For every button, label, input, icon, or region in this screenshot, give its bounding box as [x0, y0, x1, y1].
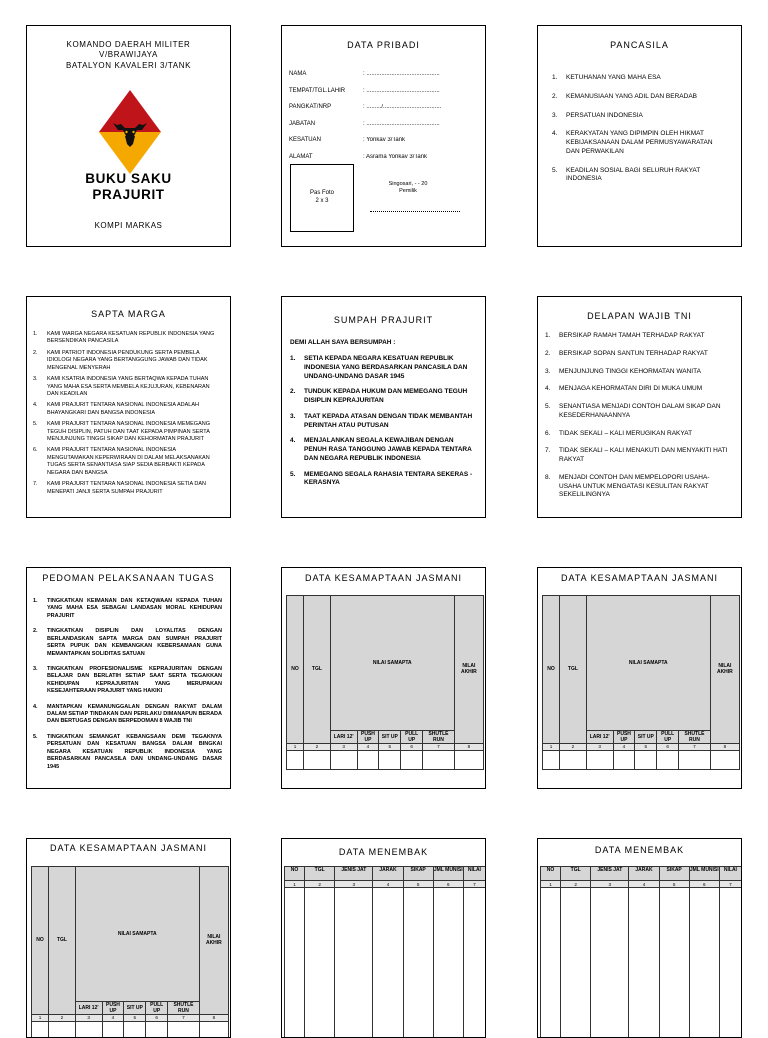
item-text: KEMANUSIAAN YANG ADIL DAN BERADAB [566, 93, 697, 100]
col-header-date: TGL [49, 867, 76, 1015]
col-index: 1 [32, 1014, 49, 1021]
eight-duties-list [545, 332, 731, 509]
col-index: 6 [433, 881, 463, 888]
task-guidelines-page [26, 567, 231, 789]
item-number: 5. [290, 471, 295, 480]
item-text: KAMI PRAJURIT TENTARA NASIONAL INDONESIA ADALAH BHAYANGKARI DAN BANGSA INDONESIA [47, 402, 199, 415]
list-item [545, 447, 731, 465]
col-index: 2 [49, 1014, 76, 1021]
item-number: 2. [33, 350, 38, 357]
field-value[interactable]: : Asrama Yonkav 3/Tank [363, 154, 479, 160]
col-index: 1 [285, 881, 305, 888]
item-number: 6. [33, 447, 38, 454]
item-text: TINGKATKAN KEIMANAN DAN KETAQWAAN KEPADA TUHAN YANG MAHA ESA SEBAGAI LANDASAN MORAL KEHIDUPAN PRAJURIT [47, 598, 222, 619]
table-cell[interactable] [335, 888, 373, 1038]
col-index: 3 [335, 881, 373, 888]
col-subheader: LARI 12' [586, 730, 613, 743]
table-cell[interactable] [357, 750, 379, 769]
list-item [552, 112, 727, 121]
col-index: 4 [629, 881, 659, 888]
col-header: JML MUNISI [689, 867, 719, 881]
oath-list [290, 355, 473, 495]
item-text: BERSIKAP RAMAH TAMAH TERHADAP RAKYAT [559, 332, 704, 339]
page-title: DATA KESAMAPTAAN JASMANI [538, 573, 741, 583]
col-subheader: LARI 12' [330, 730, 357, 743]
delapan-wajib-page [537, 296, 742, 518]
item-number: 1. [545, 332, 550, 341]
personal-data-page [281, 25, 486, 247]
item-text: KAMI PRAJURIT TENTARA NASIONAL INDONESIA SETIA DAN MENEPATI JANJI SERTA SUMPAH PRAJURIT [47, 481, 206, 494]
item-text: MENJUNJUNG TINGGI KEHORMATAN WANITA [559, 368, 701, 375]
page-title: DATA MENEMBAK [538, 845, 741, 855]
table-row [287, 743, 484, 750]
table-cell[interactable] [285, 888, 305, 1038]
item-number: 3. [552, 112, 557, 121]
list-item [33, 421, 222, 443]
list-item [33, 447, 222, 477]
shooting-table [284, 866, 486, 1038]
col-header: SIKAP [659, 867, 689, 881]
item-text: KAMI PRAJURIT TENTARA NASIONAL INDONESIA MEMEGANG TEGUH DISIPLIN, PATUH DAN TAAT KEPADA PIMPINAN SERTA MENJUNJUNG TINGGI SIKAP DAN KEHORMATAN PRAJURIT [47, 421, 210, 442]
item-text: MENJADI CONTOH DAN MEMPELOPORI USAHA-USAHA UNTUK MENGATASI KESULITAN RAKYAT SEKELILINGNYA [559, 474, 709, 499]
list-item [290, 388, 473, 406]
table-row [541, 867, 742, 881]
table-row [543, 596, 740, 731]
col-header-final: NILAI AKHIR [710, 596, 739, 744]
table-cell[interactable] [679, 750, 711, 769]
list-item [33, 666, 222, 696]
list-item [552, 130, 727, 156]
item-text: SENANTIASA MENJADI CONTOH DALAM SIKAP DAN KESEDERHANAANNYA [559, 403, 721, 419]
battalion-emblem-icon [99, 90, 161, 174]
col-header: NO [285, 867, 305, 881]
list-item [545, 430, 731, 439]
list-item [545, 385, 731, 394]
fitness-data-page [537, 567, 742, 789]
table-cell[interactable] [659, 888, 689, 1038]
fitness-table [31, 866, 229, 1038]
list-item [33, 704, 222, 726]
shooting-data-page [281, 838, 486, 1038]
col-subheader: SHUTLE RUN [679, 730, 711, 743]
field-value[interactable]: : ............................................ [363, 121, 479, 127]
form-row [289, 83, 479, 100]
item-number: 3. [33, 666, 38, 673]
col-subheader: SHUTLE RUN [168, 1001, 200, 1014]
col-header: NILAI [463, 867, 485, 881]
form-row [289, 132, 479, 149]
col-index: 3 [586, 743, 613, 750]
list-item [545, 474, 731, 500]
list-item [290, 437, 473, 463]
col-subheader: PUSH UP [102, 1001, 124, 1014]
page-title: DATA KESAMAPTAAN JASMANI [27, 843, 230, 853]
col-header-no: NO [32, 867, 49, 1015]
table-row [543, 750, 740, 769]
col-index: 8 [199, 1014, 228, 1021]
battalion-name: BATALYON KAVALERI 3/TANK [37, 61, 220, 71]
table-cell[interactable] [543, 750, 560, 769]
fitness-table [542, 595, 740, 770]
list-item [33, 331, 222, 346]
signature-line [370, 211, 460, 212]
table-row [285, 881, 486, 888]
item-text: KAMI PATRIOT INDONESIA PENDUKUNG SERTA PEMBELA IDIOLOGI NEGARA YANG BERTANGGUNG JAWAB DAN TIDAK MENGENAL MENYERAH [47, 350, 207, 371]
item-number: 4. [552, 130, 557, 139]
item-text: MENJAGA KEHORMATAN DIRI DI MUKA UMUM [559, 385, 702, 392]
col-index: 6 [657, 743, 679, 750]
unit-name [37, 40, 220, 71]
table-cell[interactable] [689, 888, 719, 1038]
col-header: NILAI [719, 867, 741, 881]
col-index: 3 [591, 881, 629, 888]
col-index: 2 [561, 881, 591, 888]
list-item [552, 167, 727, 185]
col-index: 4 [373, 881, 403, 888]
table-cell[interactable] [463, 888, 485, 1038]
fitness-data-page [281, 567, 486, 789]
col-subheader: SHUTLE RUN [423, 730, 455, 743]
col-index: 2 [305, 881, 335, 888]
col-index: 8 [454, 743, 483, 750]
col-header: TGL [561, 867, 591, 881]
table-cell[interactable] [330, 750, 357, 769]
personal-data-form [289, 66, 479, 165]
field-label: KESATUAN [289, 137, 363, 143]
col-index: 6 [689, 881, 719, 888]
list-item [33, 350, 222, 372]
col-index: 8 [710, 743, 739, 750]
col-subheader: PULL UP [146, 1001, 168, 1014]
col-index: 6 [146, 1014, 168, 1021]
col-group-header: NILAI SAMAPTA [330, 596, 454, 731]
item-text: MEMEGANG SEGALA RAHASIA TENTARA SEKERAS - KERASNYA [304, 471, 472, 487]
col-index: 7 [679, 743, 711, 750]
item-number: 4. [545, 385, 550, 394]
item-text: MENJALANKAN SEGALA KEWAJIBAN DENGAN PENUH RASA TANGGUNG JAWAB KEPADA TENTARA DAN NEGARA REPUBLIK INDONESIA [304, 437, 472, 462]
item-text: SETIA KEPADA NEGARA KESATUAN REPUBLIK INDONESIA YANG BERDASARKAN PANCASILA DAN UNDANG-UNDANG DASAR 1945 [304, 355, 467, 380]
col-index: 5 [659, 881, 689, 888]
table-cell[interactable] [719, 888, 741, 1038]
col-subheader: PUSH UP [613, 730, 635, 743]
col-index: 5 [124, 1014, 146, 1021]
item-text: TIDAK SEKALI – KALI MENAKUTI DAN MENYAKITI HATI RAKYAT [559, 447, 727, 463]
table-row [287, 596, 484, 731]
col-index: 3 [330, 743, 357, 750]
table-row [543, 743, 740, 750]
item-text: PERSATUAN INDONESIA [566, 112, 643, 119]
list-item [33, 628, 222, 658]
list-item [33, 481, 222, 496]
item-number: 4. [33, 704, 38, 711]
col-index: 1 [287, 743, 304, 750]
item-number: 4. [33, 402, 38, 409]
list-item [290, 413, 473, 431]
col-index: 2 [304, 743, 331, 750]
col-header-date: TGL [560, 596, 587, 744]
col-group-header: NILAI SAMAPTA [586, 596, 710, 731]
col-group-header: NILAI SAMAPTA [75, 867, 199, 1002]
guidelines-list [33, 598, 222, 779]
list-item [545, 368, 731, 377]
list-item [33, 734, 222, 771]
table-cell[interactable] [433, 888, 463, 1038]
page-title: DATA MENEMBAK [282, 847, 485, 857]
list-item [33, 402, 222, 417]
fitness-data-page [26, 838, 231, 1038]
col-index: 2 [560, 743, 587, 750]
item-number: 8. [545, 474, 550, 483]
page-title: SAPTA MARGA [27, 309, 230, 319]
col-header: JARAK [629, 867, 659, 881]
table-row [285, 867, 486, 881]
fitness-table [286, 595, 484, 770]
item-text: TUNDUK KEPADA HUKUM DAN MEMEGANG TEGUH DISIPLIN KEPRAJURITAN [304, 388, 467, 404]
col-header: JENIS JAT [591, 867, 629, 881]
page-title: DATA KESAMAPTAAN JASMANI [282, 573, 485, 583]
item-text: KAMI KSATRIA INDONESIA YANG BERTAQWA KEPADA TUHAN YANG MAHA ESA SERTA MEMBELA KEJUJURAN, KEBENARAN DAN KEADILAN [47, 376, 210, 397]
col-header: SIKAP [403, 867, 433, 881]
table-cell[interactable] [305, 888, 335, 1038]
item-text: KETUHANAN YANG MAHA ESA [566, 74, 661, 81]
item-number: 3. [33, 376, 38, 383]
col-subheader: PUSH UP [357, 730, 379, 743]
item-number: 2. [552, 93, 557, 102]
table-cell[interactable] [373, 888, 403, 1038]
item-number: 3. [545, 368, 550, 377]
col-header-no: NO [287, 596, 304, 744]
list-item [552, 74, 727, 83]
table-row [32, 867, 229, 1002]
col-index: 5 [379, 743, 401, 750]
col-index: 4 [613, 743, 635, 750]
col-header-final: NILAI AKHIR [199, 867, 228, 1015]
col-subheader: LARI 12' [75, 1001, 102, 1014]
list-item [290, 355, 473, 381]
oath-intro: DEMI ALLAH SAYA BERSUMPAH : [290, 339, 395, 348]
col-index: 5 [403, 881, 433, 888]
list-item [33, 598, 222, 620]
table-cell[interactable] [657, 750, 679, 769]
item-number: 2. [33, 628, 38, 635]
col-header-date: TGL [304, 596, 331, 744]
sapta-marga-page [26, 296, 231, 518]
page-title: PEDOMAN PELAKSANAAN TUGAS [27, 573, 230, 583]
form-row [289, 149, 479, 166]
item-text: TIDAK SEKALI – KALI MERUGIKAN RAKYAT [559, 430, 692, 437]
item-number: 1. [33, 331, 38, 338]
item-number: 2. [290, 388, 295, 397]
item-number: 7. [33, 481, 38, 488]
list-item [545, 350, 731, 359]
col-header: JENIS JAT [335, 867, 373, 881]
item-text: KAMI PRAJURIT TENTARA NASIONAL INDONESIA MENGUTAMAKAN KEPERWIRAAN DI DALAM MELAKSANAKAN TUGAS SERTA SENANTIASA SIAP SEDIA BERBAKTI KEPADA NEGARA DAN BANGSA [47, 447, 210, 475]
table-row [287, 750, 484, 769]
item-text: KERAKYATAN YANG DIPIMPIN OLEH HIKMAT KEBIJAKSANAAN DALAM PERMUSYAWARATAN DAN PERWAKILAN [566, 130, 713, 155]
table-cell[interactable] [423, 750, 455, 769]
col-subheader: SIT UP [635, 730, 657, 743]
item-text: TAAT KEPADA ATASAN DENGAN TIDAK MEMBANTAH PERINTAH ATAU PUTUSAN [304, 413, 472, 429]
item-number: 2. [545, 350, 550, 359]
table-cell[interactable] [287, 750, 304, 769]
table-row [541, 888, 742, 1038]
item-text: KAMI WARGA NEGARA KESATUAN REPUBLIK INDONESIA YANG BERSENDIKAN PANCASILA [47, 331, 214, 344]
col-index: 7 [463, 881, 485, 888]
item-number: 4. [290, 437, 295, 446]
form-row [289, 99, 479, 116]
table-cell[interactable] [710, 750, 739, 769]
shooting-table [540, 866, 742, 1038]
col-subheader: SIT UP [124, 1001, 146, 1014]
page-title: SUMPAH PRAJURIT [282, 315, 485, 325]
table-cell[interactable] [379, 750, 401, 769]
table-cell[interactable] [401, 750, 423, 769]
page-title: DATA PRIBADI [282, 40, 485, 50]
item-number: 5. [33, 421, 38, 428]
field-value[interactable]: : ............................................ [363, 71, 479, 77]
table-cell[interactable] [613, 750, 635, 769]
item-number: 5. [552, 167, 557, 176]
field-label: JABATAN [289, 121, 363, 127]
field-label: ALAMAT [289, 154, 363, 160]
list-item [545, 332, 731, 341]
col-index: 6 [401, 743, 423, 750]
field-value[interactable]: : Yonkav 3/Tank [363, 137, 479, 143]
list-item [290, 471, 473, 489]
booklet-title: BUKU SAKU PRAJURIT [27, 171, 230, 202]
sumpah-prajurit-page [281, 296, 486, 518]
table-cell[interactable] [560, 750, 587, 769]
item-text: TINGKATKAN DISIPLIN DAN LOYALITAS DENGAN BERLANDASKAN SAPTA MARGA DAN SUMPAH PRAJURIT SERTA PUPUK DAN KEMBANGKAN KEBERSAMAAN GUNA MEMANTAPKAN SOLIDITAS SATUAN [47, 628, 222, 656]
table-cell[interactable] [629, 888, 659, 1038]
list-item [545, 403, 731, 421]
col-index: 7 [423, 743, 455, 750]
table-row [541, 881, 742, 888]
cover-page [26, 25, 231, 247]
shooting-data-page [537, 838, 742, 1038]
table-row [32, 1014, 229, 1021]
item-number: 1. [290, 355, 295, 364]
list-item [33, 376, 222, 398]
item-text: TINGKATKAN PROFESIONALISME KEPRAJURITAN DENGAN BELAJAR DAN BERLATIH SETIAP SAAT SERTA TEGAKKAN KEHIDUPAN KEPRAJURITAN YANG MERUPAKAN KESEJAHTERAAN PRAJURIT YANG HAKIKI [47, 666, 222, 694]
form-row [289, 66, 479, 83]
field-label: TEMPAT/TGL.LAHIR [289, 88, 363, 94]
col-index: 4 [357, 743, 379, 750]
item-number: 1. [33, 598, 38, 605]
sapta-marga-list [33, 331, 222, 500]
table-cell[interactable] [403, 888, 433, 1038]
table-cell[interactable] [561, 888, 591, 1038]
item-number: 1. [552, 74, 557, 83]
item-text: KEADILAN SOSIAL BAGI SELURUH RAKYAT INDONESIA [566, 167, 700, 183]
col-index: 1 [543, 743, 560, 750]
col-index: 7 [168, 1014, 200, 1021]
item-text: MANTAPKAN KEMANUNGGALAN DENGAN RAKYAT DALAM DALAM SETIAP TINDAKAN DAN PERILAKU DIMANAPUN BERADA DAN BERTUGAS DENGAN BERPEDOMAN 8 WAJIB TNI [47, 704, 222, 725]
item-number: 3. [290, 413, 295, 422]
item-number: 7. [545, 447, 550, 456]
item-number: 5. [33, 734, 38, 741]
item-text: BERSIKAP SOPAN SANTUN TERHADAP RAKYAT [559, 350, 708, 357]
item-number: 6. [545, 430, 550, 439]
col-index: 1 [541, 881, 561, 888]
col-header: JML MUNISI [433, 867, 463, 881]
table-cell[interactable] [541, 888, 561, 1038]
pancasila-page [537, 25, 742, 247]
pancasila-list [552, 74, 727, 194]
table-cell[interactable] [586, 750, 613, 769]
list-item [552, 93, 727, 102]
company-name: KOMPI MARKAS [27, 221, 230, 230]
col-index: 5 [635, 743, 657, 750]
col-header-no: NO [543, 596, 560, 744]
field-label: NAMA [289, 71, 363, 77]
command-name: KOMANDO DAERAH MILITER V/BRAWIJAYA [37, 40, 220, 61]
item-number: 5. [545, 403, 550, 412]
form-row [289, 116, 479, 133]
col-header-final: NILAI AKHIR [454, 596, 483, 744]
col-subheader: PULL UP [657, 730, 679, 743]
table-row [285, 888, 486, 1038]
col-header: NO [541, 867, 561, 881]
field-value[interactable]: : ........./................................... [363, 104, 479, 110]
field-label: PANGKAT/NRP [289, 104, 363, 110]
page-title: PANCASILA [538, 40, 741, 50]
table-cell[interactable] [635, 750, 657, 769]
page-title: DELAPAN WAJIB TNI [538, 311, 741, 321]
table-cell[interactable] [304, 750, 331, 769]
field-value[interactable]: : ............................................ [363, 88, 479, 94]
table-cell[interactable] [591, 888, 629, 1038]
photo-box: Pas Foto 2 x 3 [290, 164, 354, 232]
col-header: JARAK [373, 867, 403, 881]
table-cell[interactable] [454, 750, 483, 769]
col-subheader: SIT UP [379, 730, 401, 743]
col-index: 4 [102, 1014, 124, 1021]
col-index: 3 [75, 1014, 102, 1021]
col-subheader: PULL UP [401, 730, 423, 743]
place-date: Singosari, - - 20 Pemilik [372, 181, 444, 196]
col-index: 7 [719, 881, 741, 888]
col-header: TGL [305, 867, 335, 881]
item-text: TINGKATKAN SEMANGAT KEBANGSAAN DEMI TEGAKNYA PERSATUAN DAN KESATUAN BANGSA DALAM BINGKAI NEGARA KESATUAN REPUBLIK INDONESIA YANG BERDASARKAN PANCASILA DAN UNDANG-UNDANG DASAR 1945 [47, 734, 222, 770]
